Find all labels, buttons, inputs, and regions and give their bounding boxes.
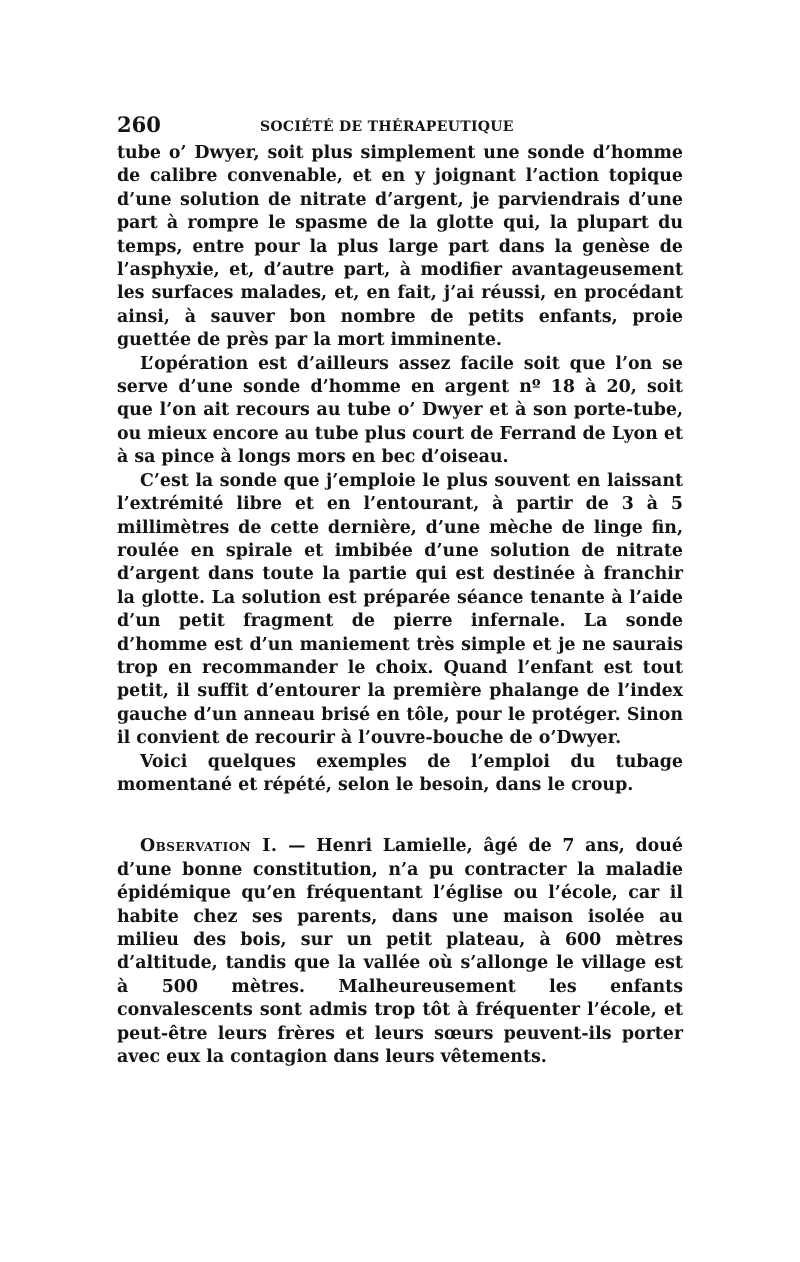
page-number: 260 xyxy=(117,112,161,137)
observation-text: Henri Lamielle, âgé de 7 ans, doué d’une bonne constitution, n’a pu contracter la maladie épidémique qu’en fréquentant l’église ou l’école, car il habite chez ses parents, dans une maison isolée au milieu des bois, sur un petit plateau, à 600 mètres d’altitude, tandis que la vallée où s’allonge le village est à 500 mètres. Malheureusement les enfants convalescents sont admis trop tôt à fréquenter l’école, et peut-être leurs frères et leurs sœurs peuvent-ils porter avec eux la contagion dans leurs vêtements. xyxy=(117,836,683,1068)
body-text xyxy=(117,142,683,797)
observation-dash: — xyxy=(277,836,317,857)
section-spacer xyxy=(117,797,683,835)
paragraph: C’est la sonde que j’emploie le plus souvent en laissant l’extrémité libre et en l’entourant, à partir de 3 à 5 millimètres de cette dernière, d’une mèche de linge fin, roulée en spirale et imbibée d’une solution de nitrate d’argent dans toute la partie qui est destinée à franchir la glotte. La solution est préparée séance tenante à l’aide d’un petit fragment de pierre infernale. La sonde d’homme est d’un maniement très simple et je ne saurais trop en recommander le choix. Quand l’enfant est tout petit, il suffit d’entourer la première phalange de l’index gauche d’un anneau brisé en tôle, pour le protéger. Sinon il convient de recourir à l’ouvre-bouche de o’Dwyer. xyxy=(117,470,683,749)
paragraph: Voici quelques exemples de l’emploi du tubage momentané et répété, selon le besoin, dans le croup. xyxy=(117,751,683,795)
paragraph: L’opération est d’ailleurs assez facile soit que l’on se serve d’une sonde d’homme en argent nº 18 à 20, soit que l’on ait recours au tube o’ Dwyer et à son porte-tube, ou mieux encore au tube plus court de Ferrand de Lyon et à sa pince à longs mors en bec d’oiseau. xyxy=(117,353,683,468)
book-page xyxy=(117,112,683,1069)
observation-label: Observation I. xyxy=(140,836,278,857)
paragraph-continued: tube o’ Dwyer, soit plus simplement une sonde d’homme de calibre convenable, et en y joignant l’action topique d’une solution de nitrate d’argent, je parviendrais d’une part à rompre le spasme de la glotte qui, la plupart du temps, entre pour la plus large part dans la genèse de l’asphyxie, et, d’autre part, à modifier avantageusement les surfaces malades, et, en fait, j’ai réussi, en procédant ainsi, à sauver bon nombre de petits enfants, proie guettée de près par la mort imminente. xyxy=(117,143,683,351)
running-title: SOCIÉTÉ DE THÉRAPEUTIQUE xyxy=(260,119,514,135)
running-header xyxy=(117,112,683,142)
observation-paragraph xyxy=(117,835,683,1069)
